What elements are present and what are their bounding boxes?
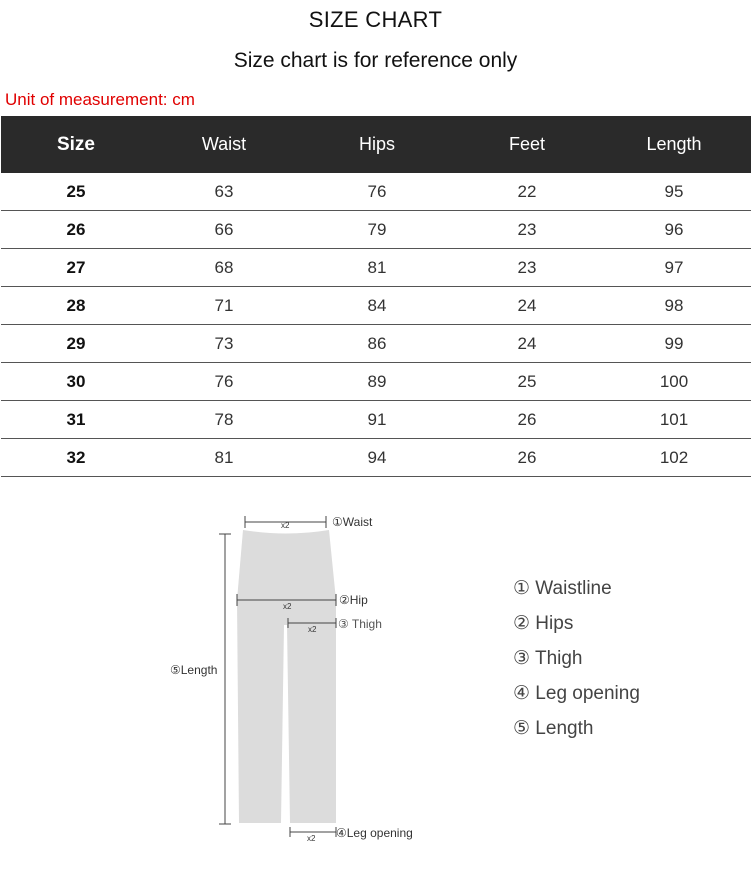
column-header-feet: Feet bbox=[508, 134, 546, 154]
hip-label: ②Hip bbox=[339, 593, 368, 607]
table-cell-size: 28 bbox=[1, 287, 151, 325]
table-row bbox=[1, 287, 751, 325]
table-cell-waist: 73 bbox=[151, 325, 297, 363]
table-cell-size: 30 bbox=[1, 363, 151, 401]
waist-x2-label: x2 bbox=[281, 521, 290, 530]
table-cell-feet: 23 bbox=[457, 211, 597, 249]
table-cell-length: 95 bbox=[597, 173, 751, 211]
table-row bbox=[1, 363, 751, 401]
table-row bbox=[1, 439, 751, 477]
table-cell-hips: 76 bbox=[297, 173, 457, 211]
table-cell-waist: 81 bbox=[151, 439, 297, 477]
table-cell-feet: 24 bbox=[457, 287, 597, 325]
table-cell-waist: 71 bbox=[151, 287, 297, 325]
table-cell-length: 102 bbox=[597, 439, 751, 477]
size-table bbox=[1, 116, 751, 477]
pants-diagram-svg bbox=[160, 505, 460, 855]
table-header bbox=[1, 116, 751, 173]
table-cell-feet: 25 bbox=[457, 363, 597, 401]
table-row bbox=[1, 249, 751, 287]
table-cell-waist: 66 bbox=[151, 211, 297, 249]
table-cell-size: 27 bbox=[1, 249, 151, 287]
table-cell-feet: 22 bbox=[457, 173, 597, 211]
table-header-row bbox=[1, 116, 751, 173]
legend-item-leg-opening: ④ Leg opening bbox=[513, 683, 640, 704]
pants-silhouette bbox=[237, 530, 336, 823]
table-cell-hips: 91 bbox=[297, 401, 457, 439]
legend-item-thigh: ③ Thigh bbox=[513, 648, 583, 669]
measurement-legend bbox=[513, 576, 640, 751]
table-cell-size: 25 bbox=[1, 173, 151, 211]
length-label: ⑤Length bbox=[170, 663, 218, 677]
thigh-x2-label: x2 bbox=[308, 625, 317, 634]
table-cell-feet: 24 bbox=[457, 325, 597, 363]
table-cell-length: 100 bbox=[597, 363, 751, 401]
table-cell-length: 96 bbox=[597, 211, 751, 249]
page-title: SIZE CHART bbox=[308, 7, 443, 32]
pants-diagram bbox=[160, 505, 460, 855]
column-header-hips: Hips bbox=[358, 134, 395, 154]
table-cell-size: 32 bbox=[1, 439, 151, 477]
table-row bbox=[1, 173, 751, 211]
column-header-length: Length bbox=[646, 134, 702, 154]
table-cell-feet: 23 bbox=[457, 249, 597, 287]
table-cell-waist: 78 bbox=[151, 401, 297, 439]
leg-opening-x2-label: x2 bbox=[307, 834, 316, 843]
table-cell-length: 99 bbox=[597, 325, 751, 363]
table-cell-hips: 84 bbox=[297, 287, 457, 325]
length-measure-line bbox=[219, 534, 231, 824]
table-cell-size: 29 bbox=[1, 325, 151, 363]
legend-item-waistline: ① Waistline bbox=[513, 578, 612, 599]
column-header-waist: Waist bbox=[201, 134, 247, 154]
table-body bbox=[1, 173, 751, 477]
waist-label: ①Waist bbox=[332, 515, 373, 529]
table-cell-feet: 26 bbox=[457, 401, 597, 439]
table-cell-waist: 76 bbox=[151, 363, 297, 401]
unit-note: Unit of measurement: cm bbox=[5, 90, 195, 109]
table-cell-waist: 68 bbox=[151, 249, 297, 287]
table-cell-hips: 86 bbox=[297, 325, 457, 363]
table-cell-hips: 79 bbox=[297, 211, 457, 249]
legend-item-hips: ② Hips bbox=[513, 613, 574, 634]
table-row bbox=[1, 401, 751, 439]
column-header-size: Size bbox=[56, 133, 96, 155]
page-subtitle: Size chart is for reference only bbox=[233, 49, 518, 72]
table-cell-length: 101 bbox=[597, 401, 751, 439]
table-cell-hips: 81 bbox=[297, 249, 457, 287]
table-cell-size: 31 bbox=[1, 401, 151, 439]
table-row bbox=[1, 211, 751, 249]
hip-x2-label: x2 bbox=[283, 602, 292, 611]
legend-item-length: ⑤ Length bbox=[513, 718, 594, 739]
table-cell-hips: 89 bbox=[297, 363, 457, 401]
table-cell-length: 98 bbox=[597, 287, 751, 325]
table-cell-hips: 94 bbox=[297, 439, 457, 477]
table-cell-size: 26 bbox=[1, 211, 151, 249]
table-cell-feet: 26 bbox=[457, 439, 597, 477]
thigh-label: ③ Thigh bbox=[338, 617, 382, 631]
table-row bbox=[1, 325, 751, 363]
table-cell-waist: 63 bbox=[151, 173, 297, 211]
table-cell-length: 97 bbox=[597, 249, 751, 287]
leg-opening-label: ④Leg opening bbox=[336, 826, 413, 840]
